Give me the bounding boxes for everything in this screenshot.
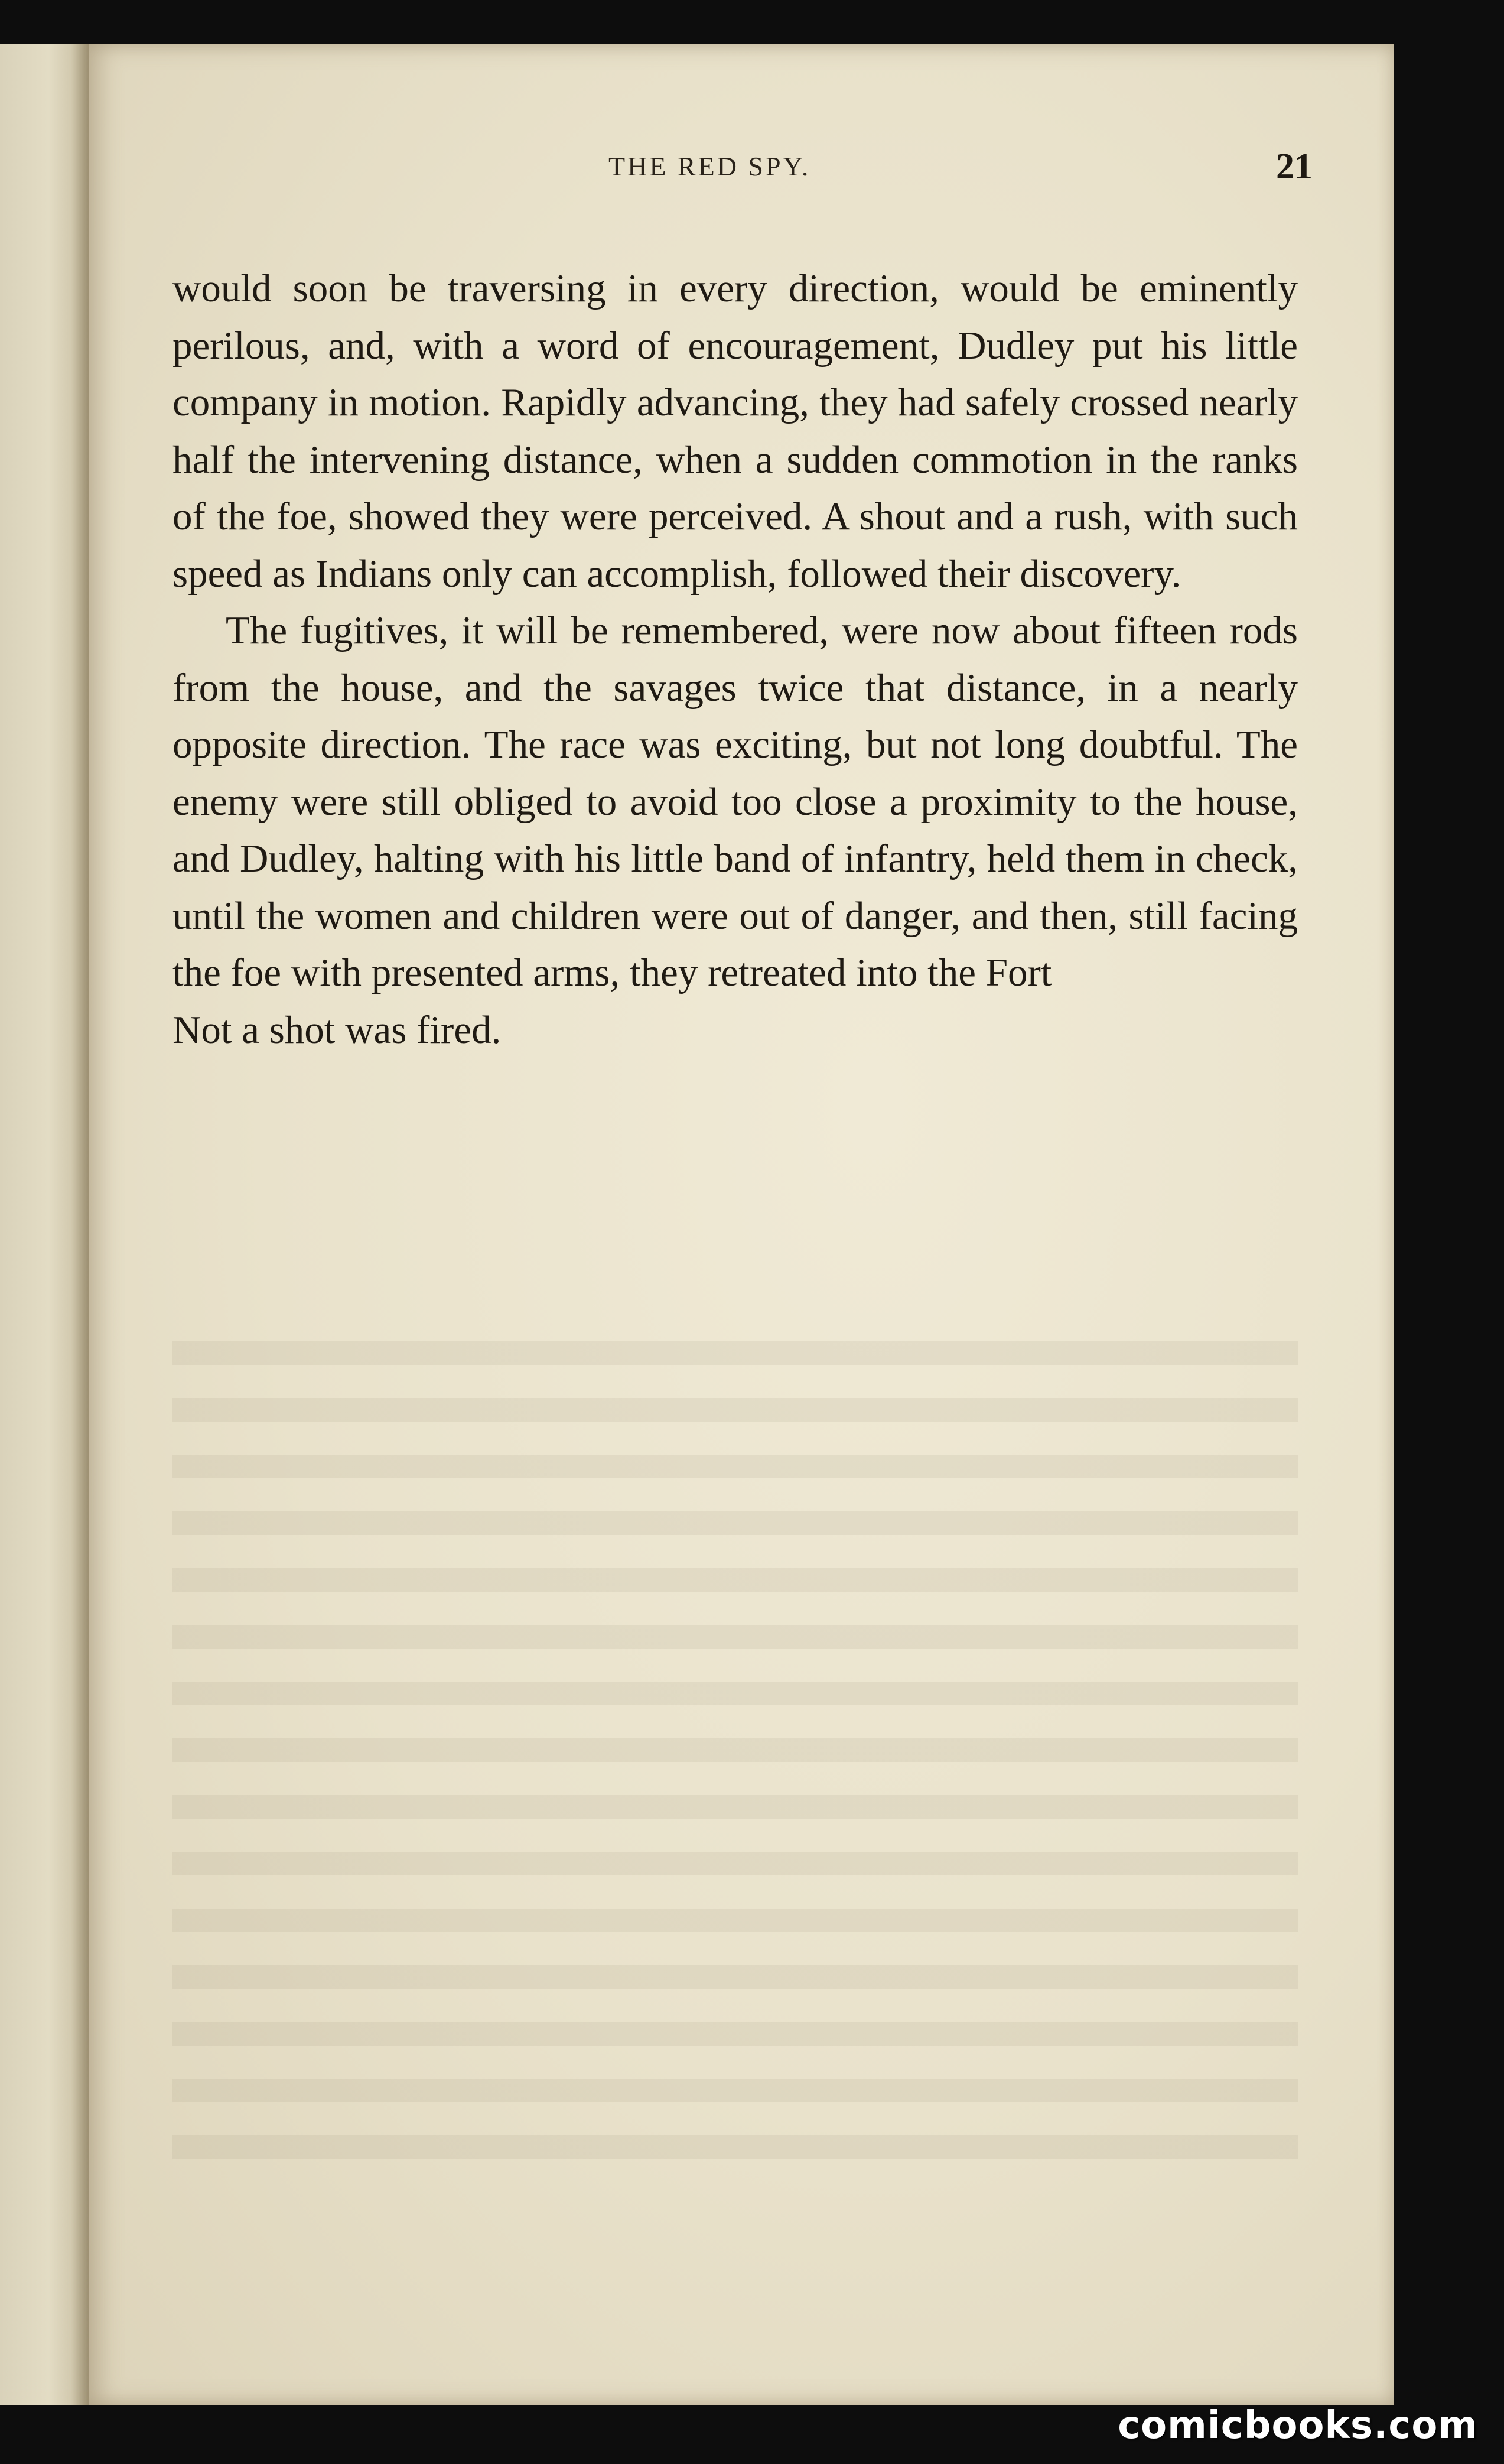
- paragraph-1: would soon be traversing in every direction, would be eminently perilous, and, with a word of encouragement, Dudley put his little company in motion. Rapidly advancing, they had safely crossed nearly half the intervening distance, when a sudden commotion in the ranks of the foe, showed they were perceived. A shout and a rush, with such speed as Indians only can accomplish, followed their discovery.: [172, 266, 1298, 596]
- running-title: THE RED SPY.: [608, 151, 811, 181]
- reverse-page-bleed-through: [172, 1318, 1298, 2169]
- site-watermark: comicbooks.com: [1118, 2404, 1478, 2447]
- body-text: [172, 260, 1298, 1058]
- closing-line: Not a shot was fired.: [172, 1007, 502, 1052]
- page-number: 21: [1276, 147, 1313, 187]
- page-header: [89, 147, 1394, 210]
- paragraph-2: The fugitives, it will be remembered, were now about fifteen rods from the house, and the savages twice that distance, in a nearly opposite direction. The race was exciting, but not long doubtful. The enemy were still obliged to avoid too close a proximity to the house, and Dudley, halting with his little band of infantry, held them in check, until the women and children were out of danger, and then, still facing the foe with presented arms, they retreated into the Fort: [172, 609, 1298, 994]
